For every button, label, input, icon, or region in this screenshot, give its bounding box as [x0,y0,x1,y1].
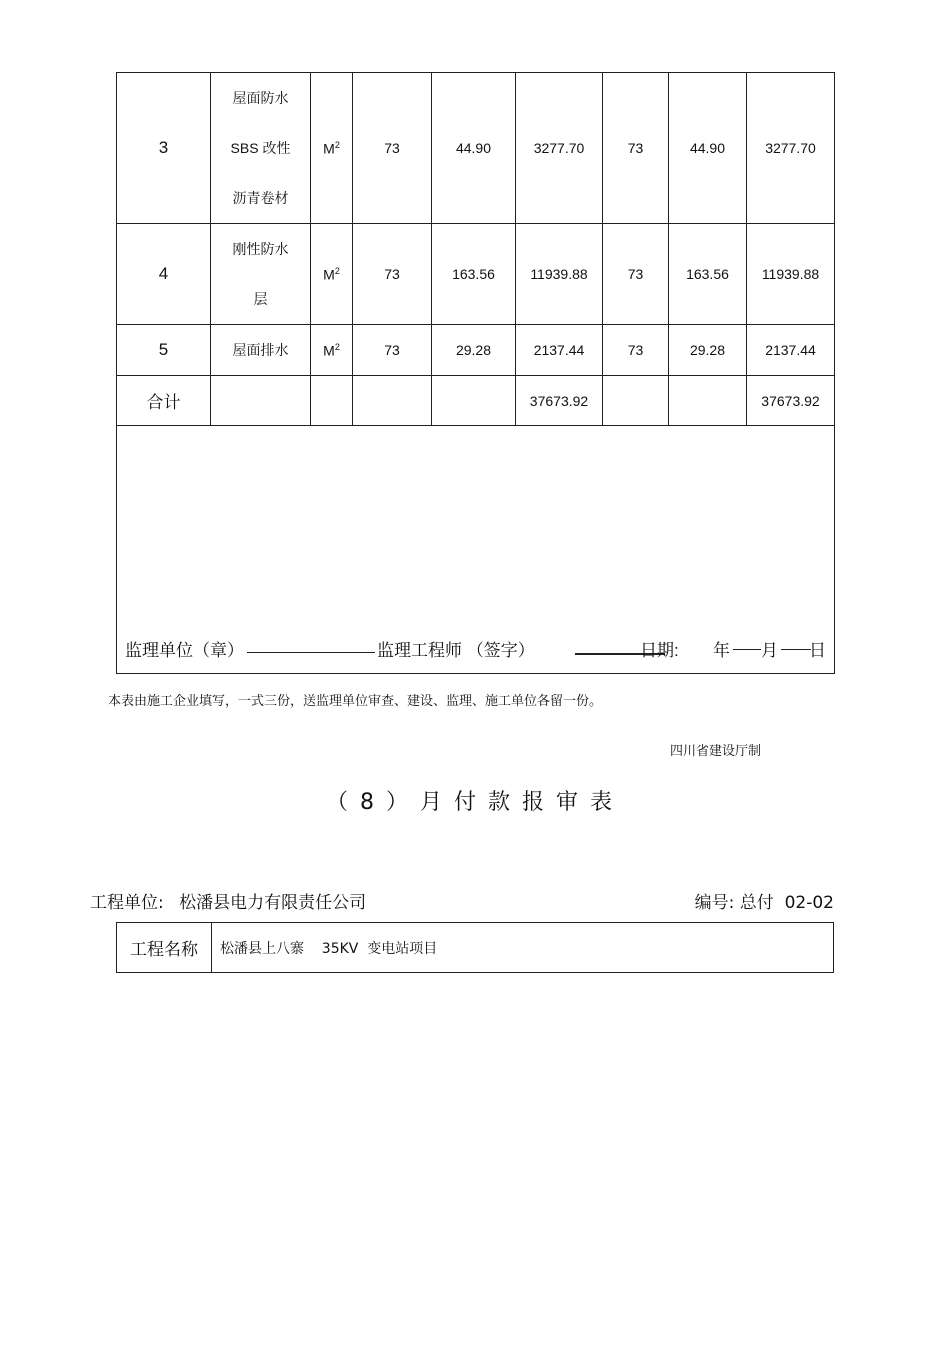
unit-superscript: 2 [334,265,340,276]
unit-price: 163.56 [432,224,516,325]
unit-superscript: 2 [334,341,340,352]
empty-cell [353,376,432,426]
unit-price: 29.28 [432,325,516,376]
unit [311,224,353,325]
quantity: 73 [353,73,432,224]
item-name [211,224,311,325]
unit-superscript: 2 [334,139,340,150]
amount: 3277.70 [516,73,603,224]
row-number: 3 [117,73,211,224]
empty-cell [432,376,516,426]
empty-cell [311,376,353,426]
remarks-cell [117,426,835,674]
table-row [117,325,835,376]
form-note: 本表由施工企业填写，一式三份，送监理单位审查、建设、监理、施工单位各留一份。 [108,694,603,709]
quantity: 73 [353,224,432,325]
approved-quantity: 73 [603,325,669,376]
table-row [117,73,835,224]
date-label: 日期: [640,641,679,660]
project-name-label: 工程名称 [117,923,212,973]
amount: 11939.88 [516,224,603,325]
approved-quantity: 73 [603,224,669,325]
project-unit-value: 松潘县电力有限责任公司 [179,893,367,913]
table-row [117,224,835,325]
form-code-label: 编号: [694,893,735,913]
empty-cell [603,376,669,426]
total-amount: 37673.92 [516,376,603,426]
day-blank [781,649,811,650]
approved-total-amount: 37673.92 [747,376,835,426]
payment-detail-table [116,72,835,674]
item-name [211,325,311,376]
approved-amount: 11939.88 [747,224,835,325]
unit [311,325,353,376]
row-number: 5 [117,325,211,376]
remarks-row [117,426,835,674]
item-name-line: SBS 改性 [230,140,291,156]
approved-amount: 3277.70 [747,73,835,224]
supervisor-unit-label: 监理单位（章） [125,641,244,660]
approved-quantity: 73 [603,73,669,224]
issuer-label: 四川省建设厅制 [670,744,762,759]
item-name-line: 屋面防水 [232,90,289,106]
item-name-line: 刚性防水 [232,241,289,257]
year-label: 年 [713,641,730,660]
supervisor-unit-blank [247,652,375,653]
project-name-table [116,922,834,973]
approved-unit-price: 44.90 [669,73,747,224]
month-label: 月 [761,641,778,660]
month-blank [733,649,761,650]
approved-amount: 2137.44 [747,325,835,376]
amount: 2137.44 [516,325,603,376]
signature-line [125,639,827,661]
approved-unit-price: 29.28 [669,325,747,376]
item-name-line: 屋面排水 [232,342,289,358]
row-number: 4 [117,224,211,325]
page-title: （8）月付款报审表 [326,790,624,815]
project-name-value: 松潘县上八寨 35KV 变电站项目 [212,923,834,973]
supervisor-engineer-label: 监理工程师 （签字） [377,641,535,660]
item-name [211,73,311,224]
unit-base: M [323,266,335,283]
empty-cell [669,376,747,426]
empty-cell [211,376,311,426]
total-row [117,376,835,426]
form-code-value: 总付 02-02 [739,893,834,913]
unit-base: M [323,140,335,157]
item-name-line: 层 [253,291,268,307]
project-unit [90,888,366,913]
total-label: 合计 [117,376,211,426]
quantity: 73 [353,325,432,376]
unit [311,73,353,224]
unit-base: M [323,342,335,359]
unit-price: 44.90 [432,73,516,224]
form-code [695,888,834,913]
approved-unit-price: 163.56 [669,224,747,325]
item-name-line: 沥青卷材 [232,190,289,206]
day-label: 日 [809,641,826,660]
project-unit-label: 工程单位: [90,893,164,913]
